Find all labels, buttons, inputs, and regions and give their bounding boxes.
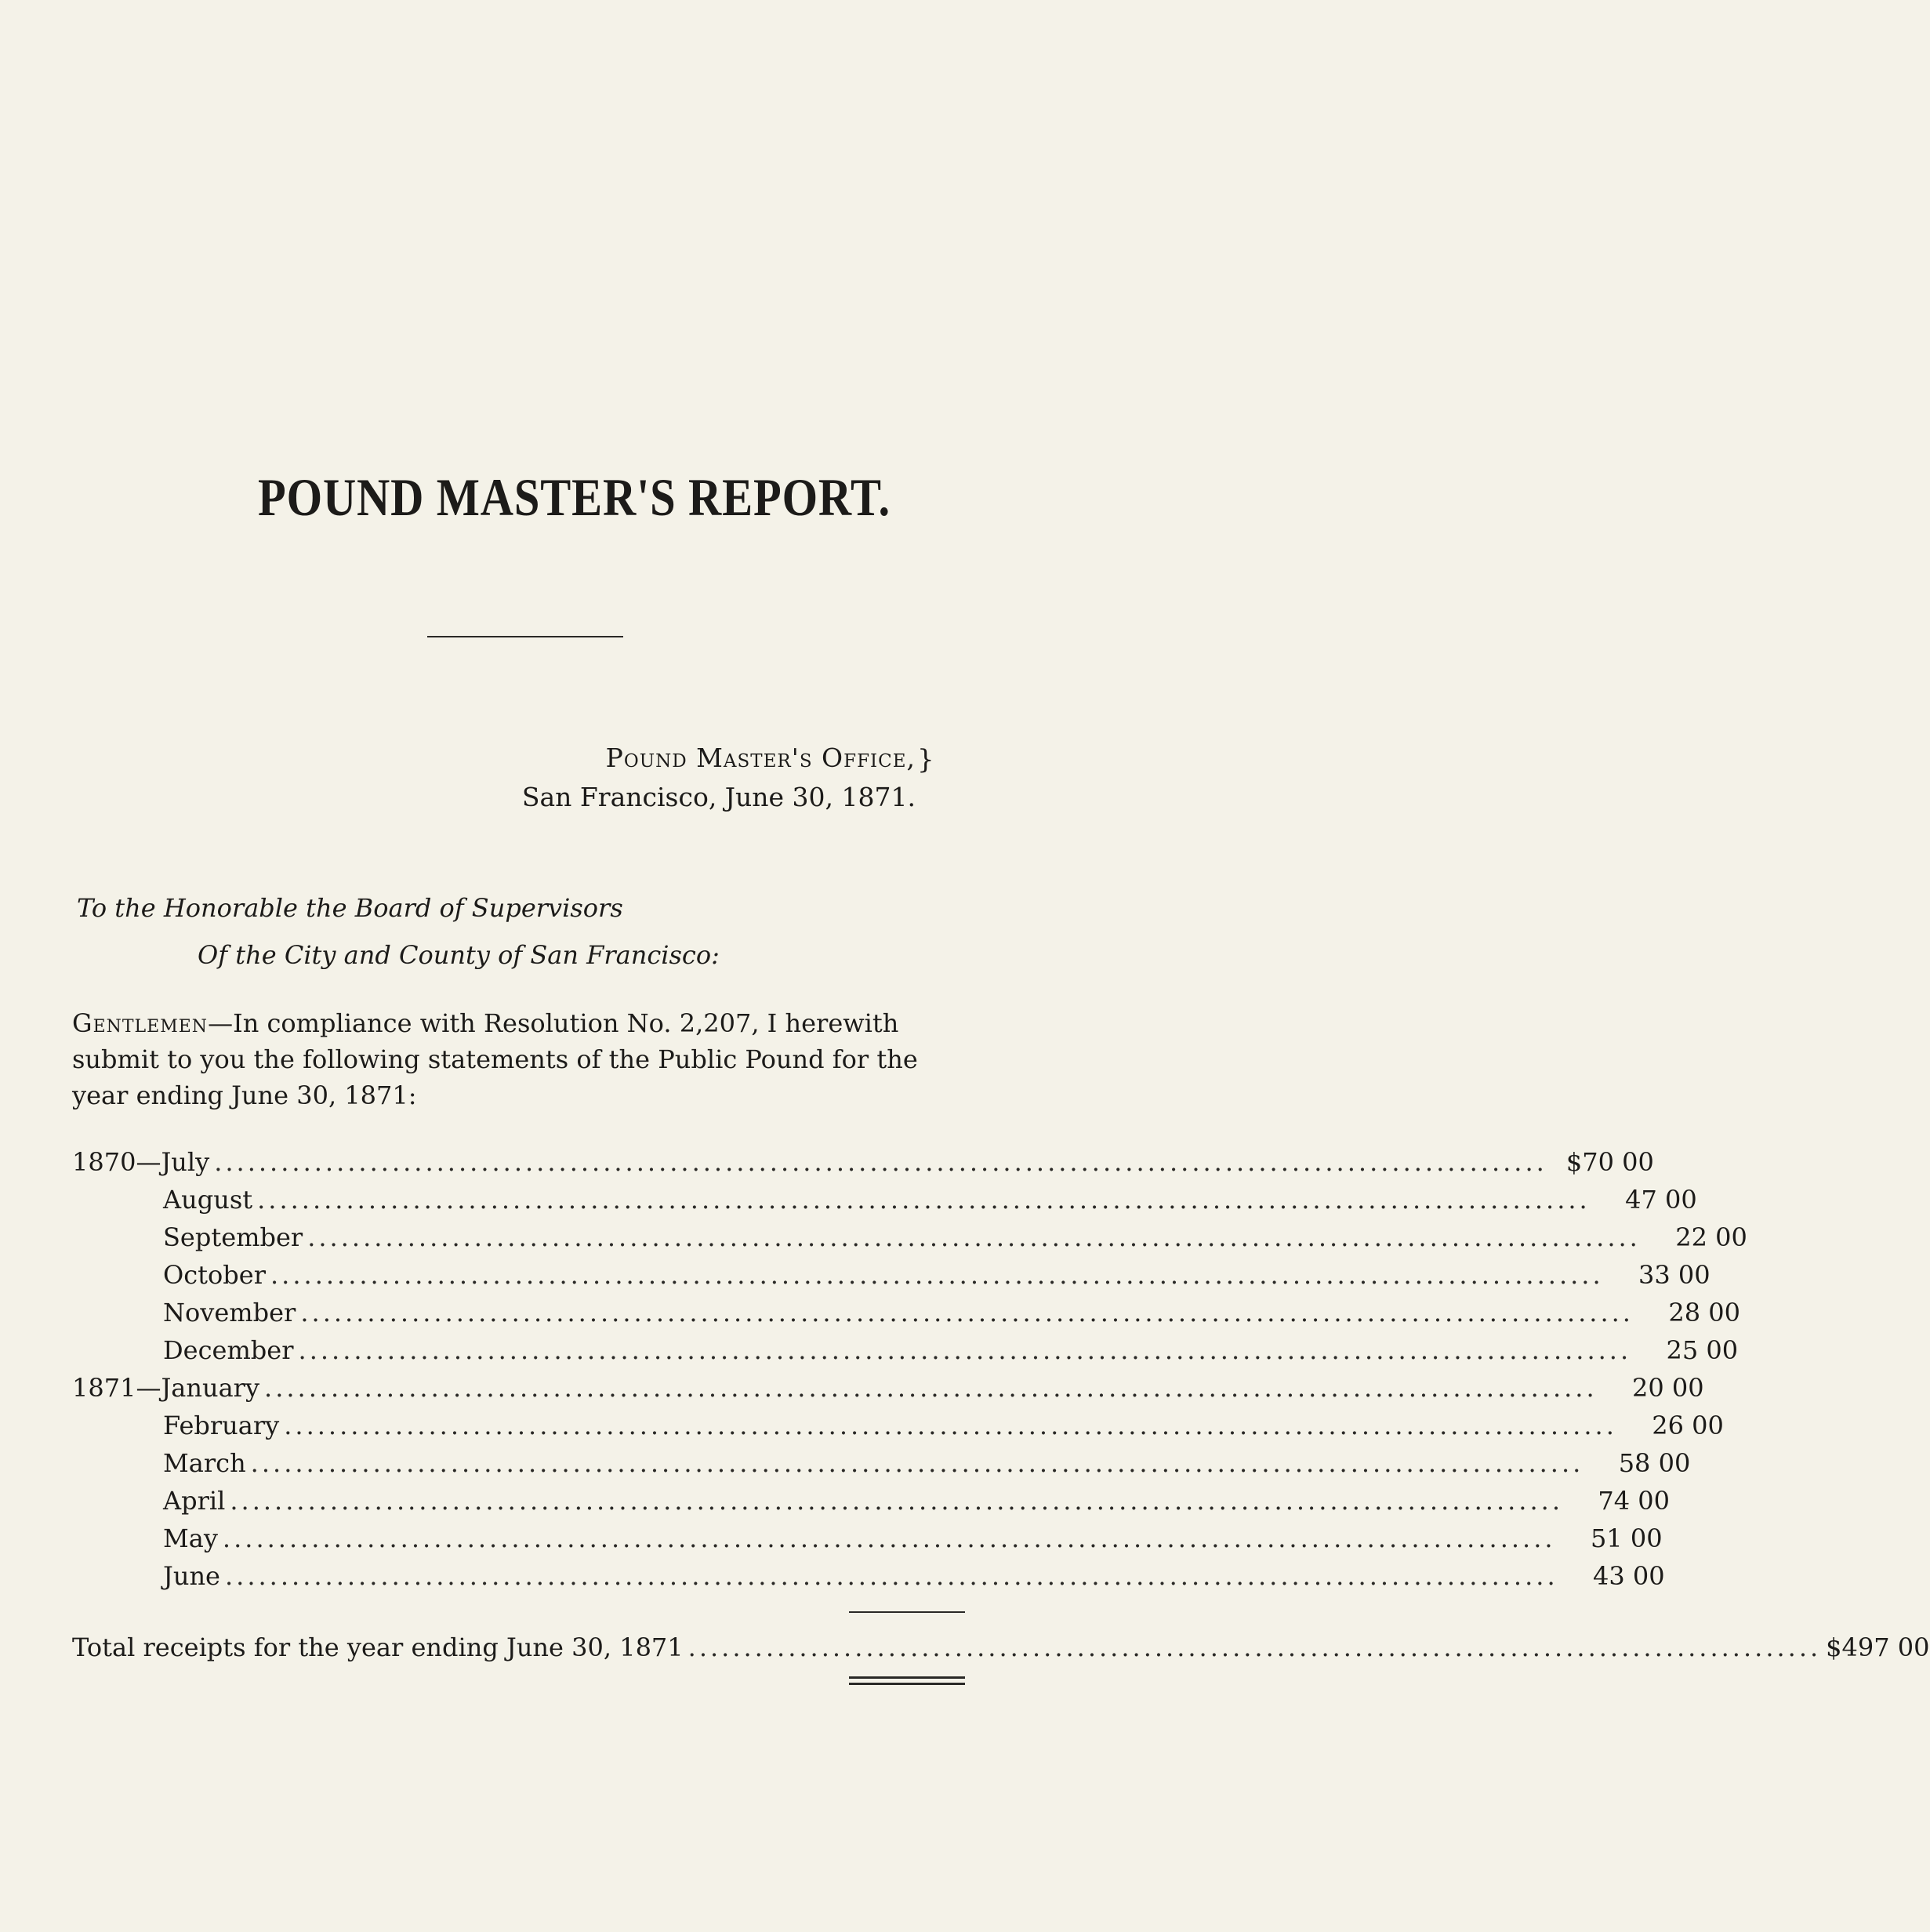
- receipt-amount: 26 00: [1652, 1411, 1724, 1440]
- total-rule: [849, 1611, 965, 1613]
- receipt-row: [72, 1520, 1663, 1557]
- leader-dots: ........................................................................................................................: [284, 1411, 1617, 1440]
- receipt-row: [72, 1557, 1665, 1595]
- receipt-amount: 58 00: [1618, 1448, 1691, 1478]
- receipt-amount: 28 00: [1668, 1298, 1740, 1327]
- leader-dots: ........................................................................................................................: [307, 1222, 1641, 1252]
- receipt-row: [72, 1369, 1704, 1407]
- receipt-row: [72, 1407, 1724, 1444]
- receipt-month: March: [163, 1448, 246, 1478]
- receipt-month: 1870—July: [72, 1147, 210, 1177]
- receipt-month: April: [163, 1486, 226, 1516]
- total-row: [72, 1629, 1930, 1666]
- salutation-line-2: Of the City and County of San Francisco:: [198, 940, 720, 970]
- double-rule-top: [849, 1676, 965, 1679]
- leader-dots: ........................................................................................................................: [214, 1147, 1547, 1177]
- receipt-month: November: [163, 1298, 296, 1327]
- salutation-line-1: To the Honorable the Board of Supervisors: [77, 893, 623, 923]
- receipt-row: [72, 1218, 1747, 1256]
- office-address: [522, 739, 916, 817]
- receipt-amount: 20 00: [1632, 1373, 1704, 1403]
- receipt-row: [72, 1181, 1697, 1218]
- leader-dots: ........................................................................................................................: [257, 1185, 1591, 1215]
- receipt-row: [72, 1256, 1711, 1294]
- leader-dots: ........................................................................................................................: [270, 1260, 1604, 1290]
- receipt-month: May: [163, 1523, 218, 1553]
- office-date: San Francisco, June 30, 1871.: [521, 782, 916, 812]
- total-label: Total receipts for the year ending June 30, 1871: [72, 1632, 684, 1662]
- title-rule: [427, 636, 623, 637]
- leader-dots: ........................................................................................................................: [222, 1523, 1556, 1553]
- office-name: Pound Master's Office,: [605, 743, 916, 773]
- receipt-row: [72, 1143, 1654, 1181]
- receipt-month: 1871—January: [72, 1373, 260, 1403]
- leader-dots: ........................................................................................................................: [250, 1448, 1584, 1478]
- receipts-table: [72, 1143, 1747, 1595]
- receipt-amount: $70 00: [1565, 1147, 1654, 1177]
- receipt-amount: 51 00: [1590, 1523, 1663, 1553]
- total-amount: $497 00: [1826, 1632, 1930, 1662]
- receipt-row: [72, 1331, 1739, 1369]
- receipt-row: [72, 1294, 1740, 1331]
- intro-text: —In compliance with Resolution No. 2,207, I herewith submit to you the following statements of the Public Pound for the year ending June 30, 1871:: [72, 1008, 918, 1110]
- receipt-amount: 25 00: [1666, 1335, 1739, 1365]
- report-title: POUND MASTER'S REPORT.: [258, 467, 891, 527]
- receipt-month: September: [163, 1222, 303, 1252]
- leader-dots: ........................................................................................................................: [230, 1486, 1563, 1516]
- double-rule-bottom: [849, 1683, 965, 1685]
- receipt-month: February: [163, 1411, 280, 1440]
- receipt-row: [72, 1444, 1691, 1482]
- receipt-month: June: [163, 1561, 220, 1591]
- leader-dots: ........................................................................................................................: [298, 1335, 1632, 1365]
- intro-opening: Gentlemen: [72, 1008, 209, 1038]
- receipt-amount: 22 00: [1675, 1222, 1747, 1252]
- address-brace: }: [917, 744, 934, 775]
- intro-paragraph: [72, 1005, 969, 1113]
- receipt-amount: 33 00: [1638, 1260, 1711, 1290]
- leader-dots: ........................................................................................................................: [224, 1561, 1558, 1591]
- leader-dots: ........................................................................................................................: [300, 1298, 1634, 1327]
- receipt-amount: 47 00: [1625, 1185, 1697, 1215]
- receipt-row: [72, 1482, 1670, 1520]
- salutation: [77, 884, 720, 979]
- receipt-month: October: [163, 1260, 266, 1290]
- receipt-amount: 43 00: [1593, 1561, 1665, 1591]
- receipt-month: August: [163, 1185, 253, 1215]
- leader-dots: ........................................................................................................................: [264, 1373, 1598, 1403]
- receipt-month: December: [163, 1335, 294, 1365]
- leader-dots: ......................................................................................................: [687, 1632, 1822, 1662]
- receipt-amount: 74 00: [1598, 1486, 1670, 1516]
